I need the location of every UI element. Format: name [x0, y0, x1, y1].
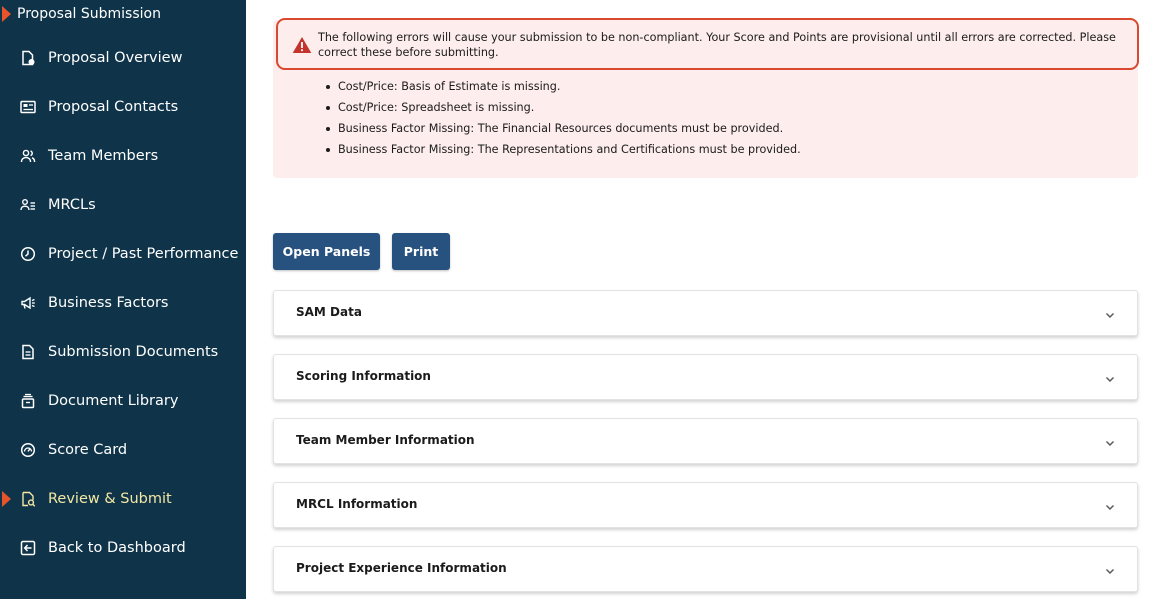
library-icon	[19, 392, 37, 410]
sidebar-item-proposal-overview[interactable]	[0, 38, 246, 78]
panel-title: SAM Data	[296, 305, 362, 319]
document-icon	[19, 343, 37, 361]
sidebar-item-score-card[interactable]	[0, 430, 246, 470]
people-list-icon	[19, 196, 37, 214]
sidebar-item-label: Document Library	[48, 393, 179, 409]
team-members-icon	[19, 147, 37, 165]
gauge-icon	[19, 441, 37, 459]
chevron-down-icon	[1104, 437, 1116, 449]
panel-title: Scoring Information	[296, 369, 431, 383]
sidebar-item-submission-documents[interactable]	[0, 332, 246, 372]
sidebar-item-label: Score Card	[48, 442, 128, 458]
sidebar-item-mrcls[interactable]	[0, 185, 246, 225]
panel-project-experience-information[interactable]	[273, 546, 1138, 592]
warning-triangle-icon	[292, 36, 312, 54]
panel-title: Team Member Information	[296, 433, 475, 447]
sidebar-item-team-members[interactable]	[0, 136, 246, 176]
review-document-icon	[19, 490, 37, 508]
back-arrow-box-icon	[19, 539, 37, 557]
sidebar-item-review-submit[interactable]	[0, 479, 246, 519]
sidebar-item-label: Team Members	[48, 148, 159, 164]
chevron-down-icon	[1104, 309, 1116, 321]
sidebar-item-back-to-dashboard[interactable]	[0, 528, 246, 568]
sidebar-item-proposal-contacts[interactable]	[0, 87, 246, 127]
panel-sam-data[interactable]	[273, 290, 1138, 336]
proposal-overview-icon	[19, 49, 37, 67]
error-list-item: Business Factor Missing: The Representations and Certifications must be provided.	[323, 139, 801, 160]
sidebar-item-label: Submission Documents	[48, 344, 219, 360]
history-clock-icon	[19, 245, 37, 263]
sidebar-item-label: MRCLs	[48, 197, 96, 213]
error-alert-header	[276, 18, 1139, 70]
chevron-down-icon	[1104, 373, 1116, 385]
panel-mrcl-information[interactable]	[273, 482, 1138, 528]
error-list-item: Cost/Price: Basis of Estimate is missing.	[323, 76, 801, 97]
section-marker-icon	[2, 6, 11, 22]
sidebar-item-project-past-performance[interactable]	[0, 234, 246, 274]
contact-card-icon	[19, 98, 37, 116]
error-list-item: Business Factor Missing: The Financial Resources documents must be provided.	[323, 118, 801, 139]
sidebar-header-label: Proposal Submission	[17, 6, 161, 22]
sidebar-header	[0, 0, 161, 30]
error-list	[323, 76, 801, 160]
sidebar-item-business-factors[interactable]	[0, 283, 246, 323]
sidebar	[0, 0, 246, 599]
panel-title: MRCL Information	[296, 497, 418, 511]
print-button[interactable]: Print	[392, 233, 450, 270]
chevron-down-icon	[1104, 565, 1116, 577]
error-list-item: Cost/Price: Spreadsheet is missing.	[323, 97, 801, 118]
sidebar-item-document-library[interactable]	[0, 381, 246, 421]
sidebar-item-label: Proposal Contacts	[48, 99, 179, 115]
open-panels-button[interactable]: Open Panels	[273, 233, 380, 270]
sidebar-item-label: Proposal Overview	[48, 50, 183, 66]
panel-title: Project Experience Information	[296, 561, 507, 575]
panel-scoring-information[interactable]	[273, 354, 1138, 400]
active-marker-icon	[2, 491, 11, 507]
panel-team-member-information[interactable]	[273, 418, 1138, 464]
sidebar-item-label: Project / Past Performance	[48, 246, 239, 262]
megaphone-icon	[19, 294, 37, 312]
sidebar-item-label: Review & Submit	[48, 491, 172, 507]
sidebar-item-label: Business Factors	[48, 295, 169, 311]
chevron-down-icon	[1104, 501, 1116, 513]
error-alert-message: The following errors will cause your submission to be non-compliant. Your Score and Points are provisional until all errors are corrected. Please correct these before submitting.	[318, 31, 1116, 59]
sidebar-item-label: Back to Dashboard	[48, 540, 186, 556]
